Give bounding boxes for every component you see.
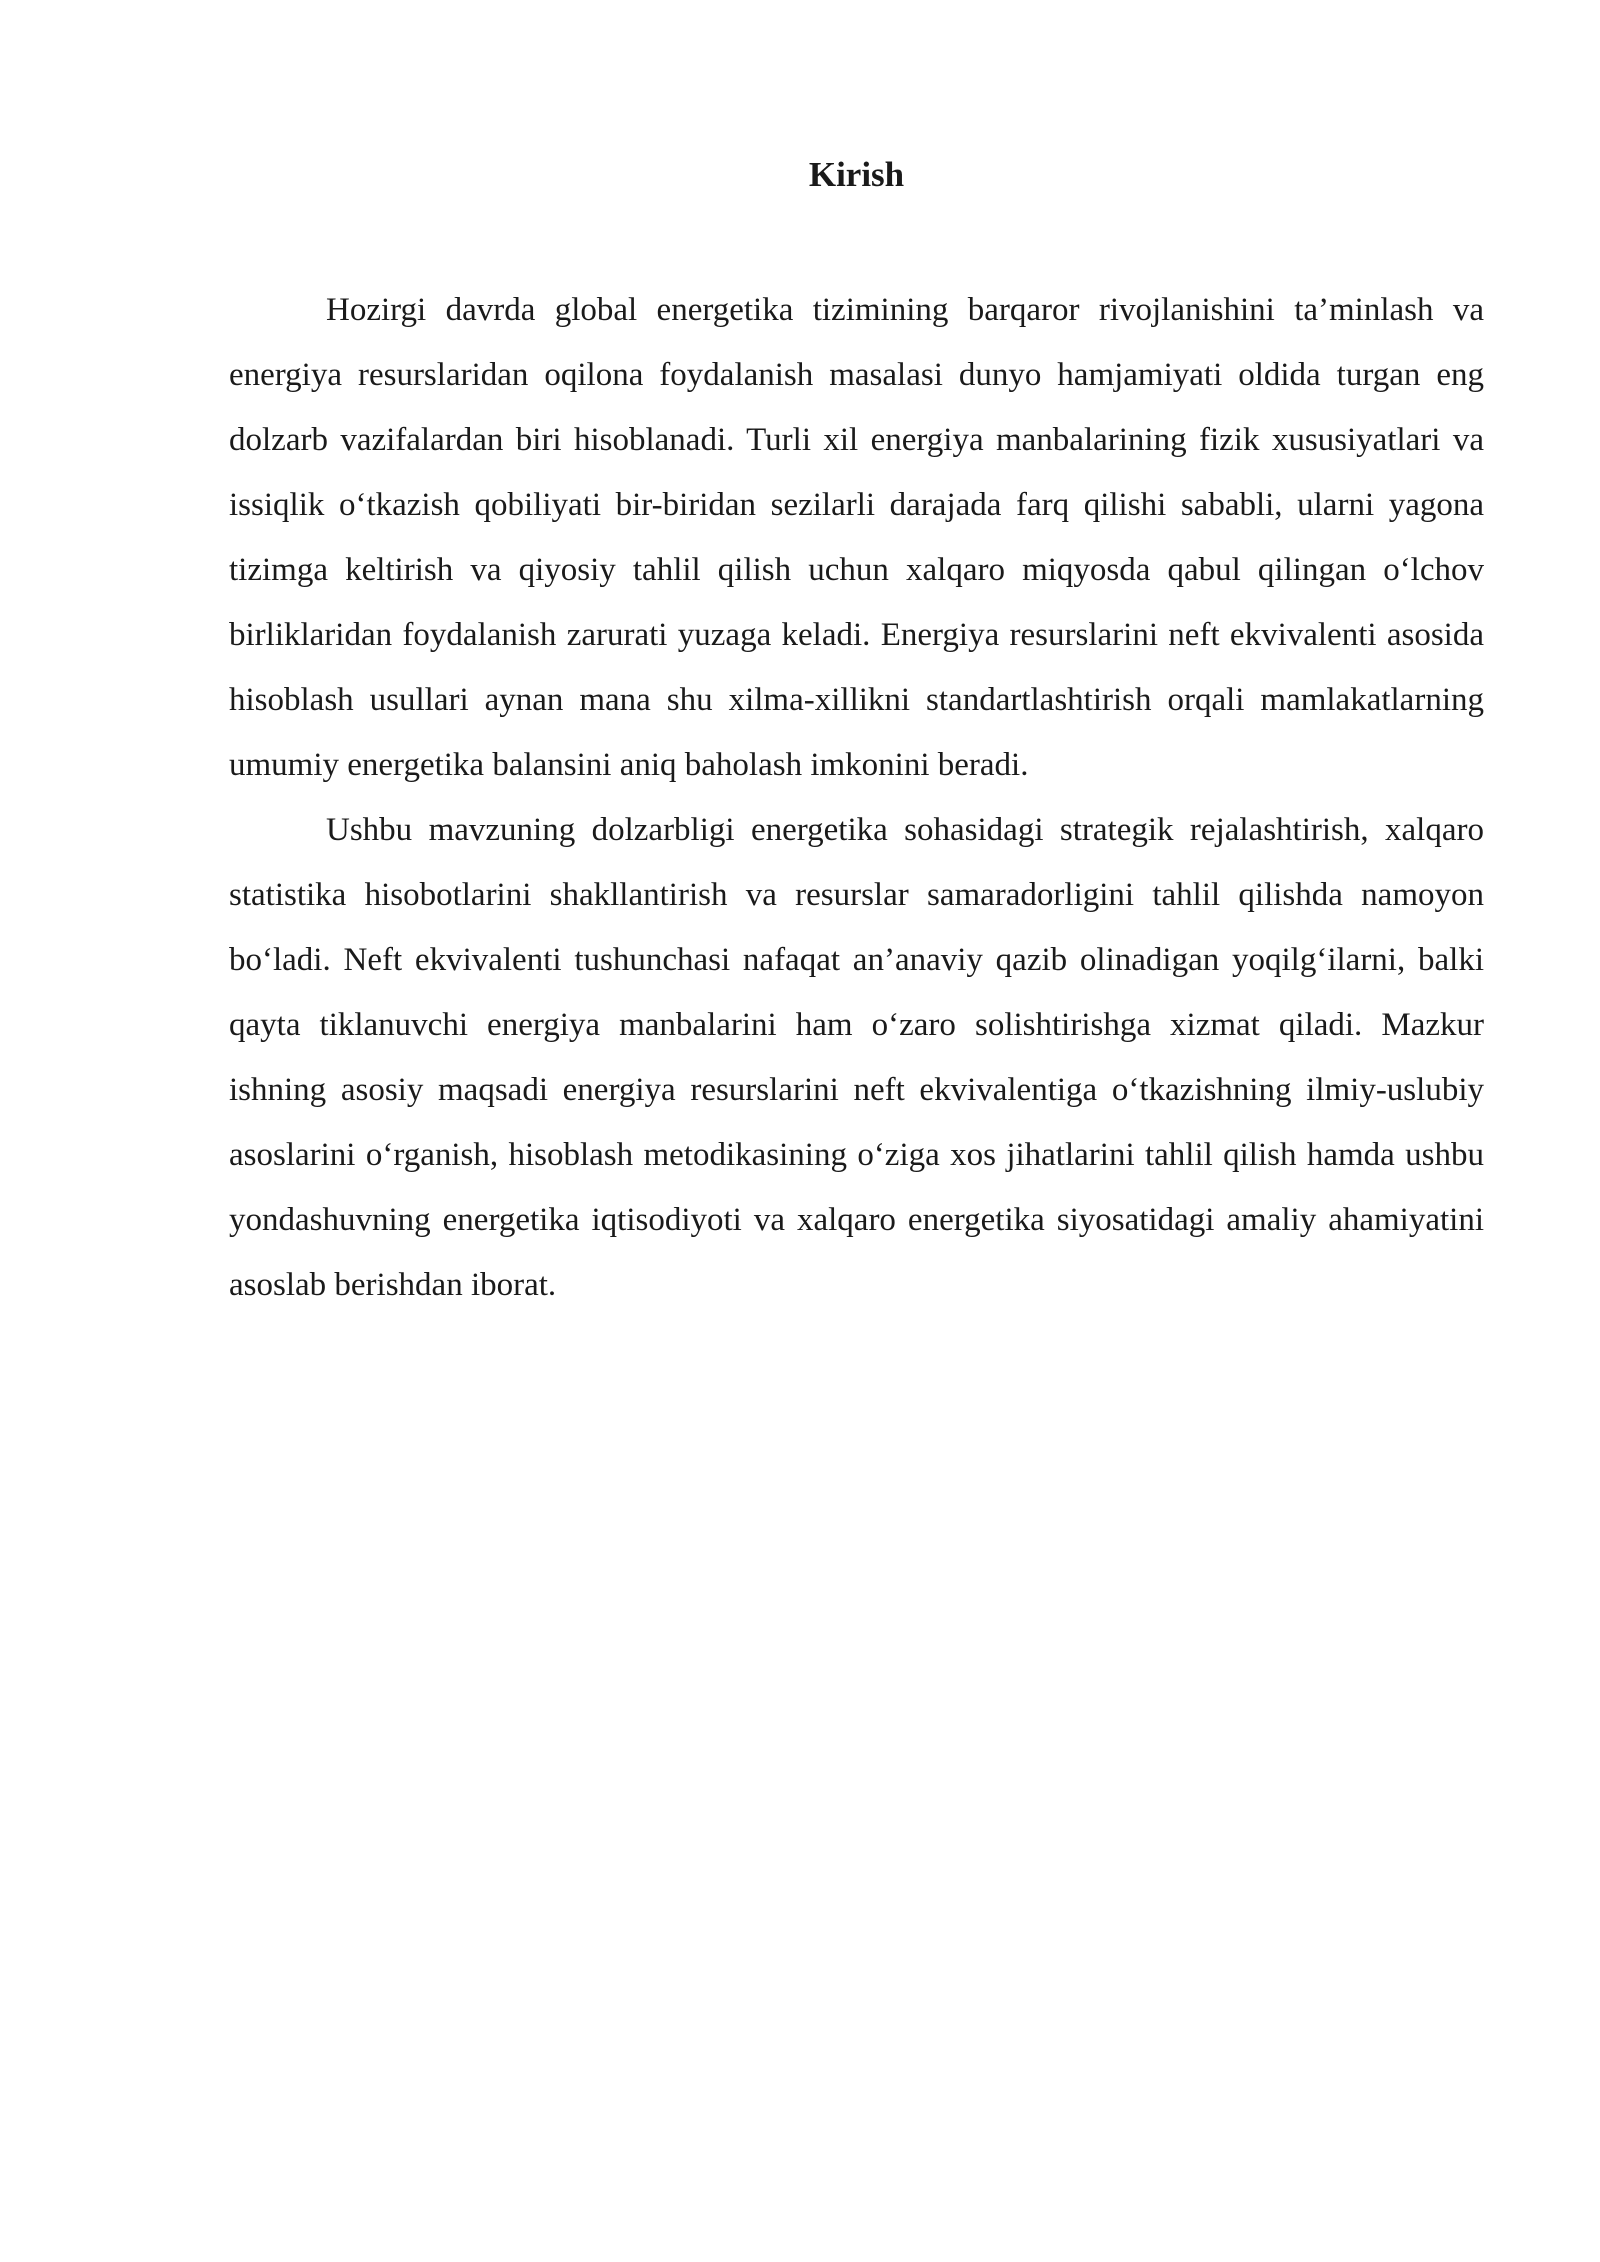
paragraph-1: Hozirgi davrda global energetika tizimining barqaror rivojlanishini ta’minlash va energiya resurslaridan oqilona foydalanish masalasi dunyo hamjamiyati oldida turgan eng dolzarb vazifalardan biri hisoblanadi. Turli xil energiya manbalarining fizik xususiyatlari va issiqlik o‘tkazish qobiliyati bir-biridan sezilarli darajada farq qilishi sababli, ularni yagona tizimga keltirish va qiyosiy tahlil qilish uchun xalqaro miqyosda qabul qilingan o‘lchov birliklaridan foydalanish zarurati yuzaga keladi. Energiya resurslarini neft ekvivalenti asosida hisoblash usullari aynan mana shu xilma-xillikni standartlashtirish orqali mamlakatlarning umumiy energetika balansini aniq baholash imkonini beradi. xyxy=(229,292,1484,783)
page-title: Kirish xyxy=(808,155,905,194)
paragraph-2: Ushbu mavzuning dolzarbligi energetika sohasidagi strategik rejalashtirish, xalqaro statistika hisobotlarini shakllantirish va resurslar samaradorligini tahlil qilishda namoyon bo‘ladi. Neft ekvivalenti tushunchasi nafaqat an’anaviy qazib olinadigan yoqilg‘ilarni, balki qayta tiklanuvchi energiya manbalarini ham o‘zaro solishtirishga xizmat qiladi. Mazkur ishning asosiy maqsadi energiya resurslarini neft ekvivalentiga o‘tkazishning ilmiy-uslubiy asoslarini o‘rganish, hisoblash metodikasining o‘ziga xos jihatlarini tahlil qilish hamda ushbu yondashuvning energetika iqtisodiyoti va xalqaro energetika siyosatidagi amaliy ahamiyatini asoslab berishdan iborat. xyxy=(229,812,1484,1303)
document-body xyxy=(229,278,1484,1318)
